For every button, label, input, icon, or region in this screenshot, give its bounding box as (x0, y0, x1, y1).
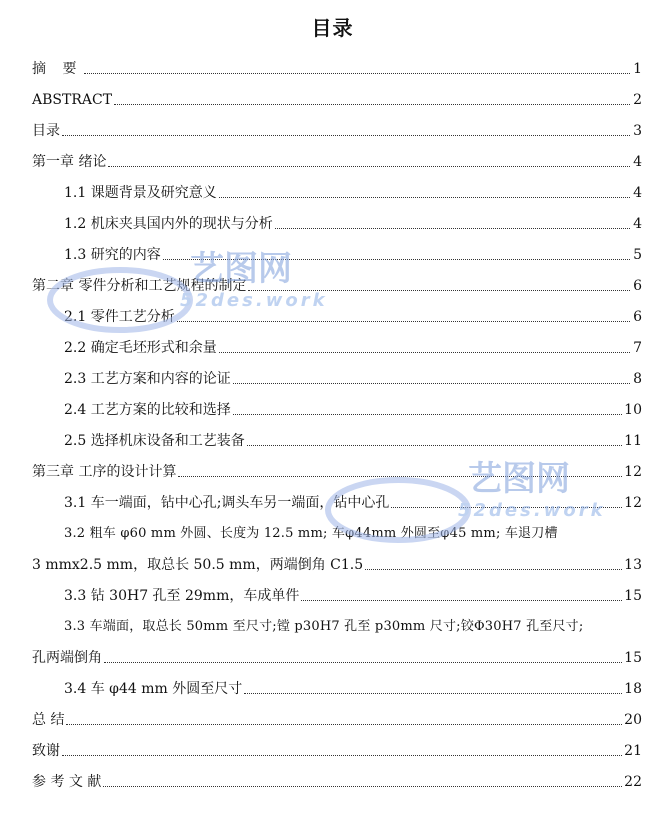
toc-entry-label: 总 结 (32, 712, 65, 728)
toc-entry-label: 3.4 车 φ44 mm 外圆至尺寸 (64, 681, 243, 697)
toc-leader-dots (108, 166, 630, 167)
toc-leader-dots (103, 786, 622, 787)
toc-leader-dots (233, 383, 630, 384)
toc-entry-page: 6 (633, 278, 642, 294)
toc-leader-dots (365, 569, 622, 570)
toc-leader-dots (163, 259, 630, 260)
toc-entry-page: 2 (633, 92, 642, 108)
toc-leader-dots (84, 73, 630, 74)
toc-leader-dots (178, 476, 622, 477)
toc-entry-page: 20 (624, 712, 642, 728)
toc-entry-page: 12 (624, 495, 642, 511)
toc-entry-3-1[interactable] (32, 482, 642, 513)
toc-entry-label: 3 mmx2.5 mm，取总长 50.5 mm，两端倒角 C1.5 (32, 557, 364, 573)
toc-leader-dots (233, 414, 622, 415)
toc-entry-page: 8 (633, 371, 642, 387)
toc-entry-label: 1.1 课题背景及研究意义 (64, 185, 217, 201)
toc-entry-1-1[interactable] (32, 172, 642, 203)
toc-entry-label: 孔两端倒角 (32, 650, 102, 666)
toc-entry-label: 摘 要 (32, 61, 83, 77)
toc-entry-page: 7 (633, 340, 642, 356)
toc-entry-label: 2.2 确定毛坯形式和余量 (64, 340, 217, 356)
toc-entry-page: 3 (633, 123, 642, 139)
toc-entry-page: 21 (624, 743, 642, 759)
toc-leader-dots (391, 507, 622, 508)
toc-entry-label: ABSTRACT (32, 92, 113, 108)
toc-leader-dots (219, 197, 630, 198)
toc-entry-references[interactable] (32, 761, 642, 792)
toc-entry-chapter-3[interactable] (32, 451, 642, 482)
toc-entry-page: 10 (624, 402, 642, 418)
toc-entry-label: 2.4 工艺方案的比较和选择 (64, 402, 231, 418)
toc-entry-page: 4 (633, 216, 642, 232)
toc-entry-3-2[interactable] (32, 544, 642, 575)
toc-leader-dots (248, 290, 630, 291)
toc-entry-label: 3.1 车一端面，钻中心孔;调头车另一端面，钻中心孔 (64, 495, 390, 511)
toc-entry-page: 15 (624, 650, 642, 666)
toc-entry-label: 参 考 文 献 (32, 774, 102, 790)
toc-entry-label: 2.1 零件工艺分析 (64, 309, 175, 325)
toc-entry-page: 6 (633, 309, 642, 325)
toc-entry-label: 1.2 机床夹具国内外的现状与分析 (64, 216, 273, 232)
watermark-url: 52des.work (180, 290, 328, 311)
toc-leader-dots (275, 228, 630, 229)
toc-entry-contents[interactable] (32, 110, 642, 141)
toc-entry-page: 4 (633, 154, 642, 170)
toc-entry-2-5[interactable] (32, 420, 642, 451)
toc-entry-1-3[interactable] (32, 234, 642, 265)
toc-entry-label: 目录 (32, 123, 60, 139)
toc-entry-acknowledgement[interactable] (32, 730, 642, 761)
toc-entry-page: 18 (624, 681, 642, 697)
watermark-brand: 艺图网 (190, 249, 292, 289)
toc-entry-page: 1 (633, 61, 642, 77)
toc-entry-2-1[interactable] (32, 296, 642, 327)
toc-entry-label: 2.5 选择机床设备和工艺装备 (64, 433, 245, 449)
toc-entry-2-2[interactable] (32, 327, 642, 358)
toc-entry-abstract-cn[interactable] (32, 48, 642, 79)
toc-entry-page: 5 (633, 247, 642, 263)
toc-entry-label: 1.3 研究的内容 (64, 247, 161, 263)
toc-entry-3-4[interactable] (32, 668, 642, 699)
toc-entry-page: 12 (624, 464, 642, 480)
toc-leader-dots (177, 321, 630, 322)
toc-entry-3-3-line1[interactable]: 3.3 车端面，取总长 50mm 至尺寸;镗 p30H7 孔至 p30mm 尺寸;铰Φ30H7 孔至尺寸; (64, 619, 584, 634)
toc-leader-dots (219, 352, 630, 353)
toc-list (32, 48, 642, 792)
toc-leader-dots (247, 445, 622, 446)
toc-entry-page: 13 (624, 557, 642, 573)
toc-entry-2-3[interactable] (32, 358, 642, 389)
toc-leader-dots (301, 600, 622, 601)
toc-leader-dots (62, 135, 630, 136)
toc-entry-label: 2.3 工艺方案和内容的论证 (64, 371, 231, 387)
toc-entry-chapter-1[interactable] (32, 141, 642, 172)
watermark-url: 52des.work (458, 500, 606, 521)
toc-leader-dots (114, 104, 630, 105)
toc-leader-dots (62, 755, 622, 756)
toc-entry-label: 3.3 钻 30H7 孔至 29mm，车成单件 (64, 588, 300, 604)
toc-leader-dots (244, 693, 622, 694)
toc-entry-3-3-drill[interactable] (32, 575, 642, 606)
toc-leader-dots (66, 724, 622, 725)
toc-entry-page: 15 (624, 588, 642, 604)
toc-entry-1-2[interactable] (32, 203, 642, 234)
toc-entry-label: 第二章 零件分析和工艺规程的制定 (32, 278, 247, 294)
toc-entry-page: 4 (633, 185, 642, 201)
toc-entry-label: 第三章 工序的设计计算 (32, 464, 177, 480)
toc-entry-chapter-2[interactable] (32, 265, 642, 296)
toc-title: 目录 (311, 16, 354, 40)
toc-entry-2-4[interactable] (32, 389, 642, 420)
toc-entry-3-2-line1[interactable]: 3.2 粗车 φ60 mm 外圆、长度为 12.5 mm; 车φ44mm 外圆至φ45 mm; 车退刀槽 (64, 526, 558, 541)
toc-entry-3-3-turn[interactable] (32, 637, 642, 668)
toc-entry-abstract-en[interactable] (32, 79, 642, 110)
watermark-brand: 艺图网 (468, 459, 570, 499)
toc-entry-label: 致谢 (32, 743, 60, 759)
toc-entry-label: 第一章 绪论 (32, 154, 107, 170)
toc-leader-dots (104, 662, 622, 663)
toc-entry-page: 11 (624, 433, 642, 449)
toc-entry-summary[interactable] (32, 699, 642, 730)
toc-entry-page: 22 (624, 774, 642, 790)
